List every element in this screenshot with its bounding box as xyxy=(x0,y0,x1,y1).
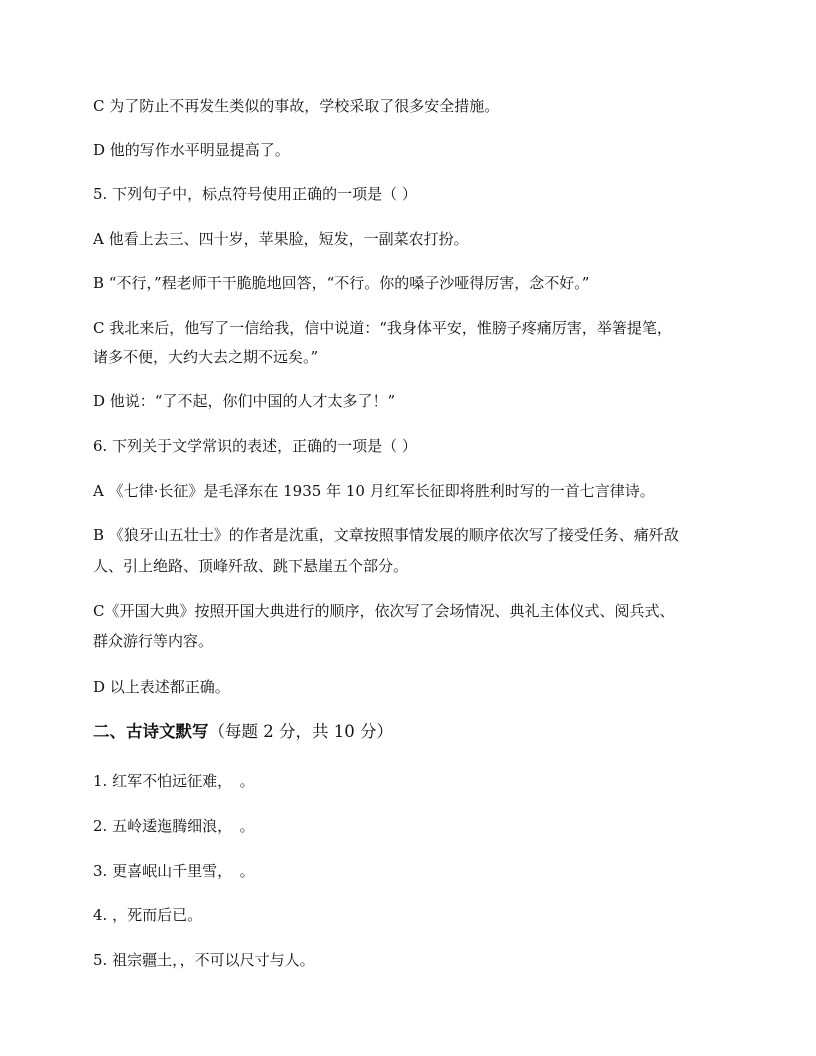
q5-option-a: A 他看上去三、四十岁，苹果脸，短发，一副菜农打扮。 xyxy=(93,230,469,248)
section-heading-title: 二、古诗文默写 xyxy=(93,722,209,741)
q5-option-d: D 他说：“了不起，你们中国的人才太多了！” xyxy=(93,392,396,410)
poem-item-1: 1. 红军不怕远征难， 。 xyxy=(93,772,255,790)
q5-option-c-line2: 诸多不便，大约大去之期不远矣。” xyxy=(93,348,319,366)
q6-option-b-line1: B 《狼牙山五壮士》的作者是沈重，文章按照事情发展的顺序依次写了接受任务、痛歼敌 xyxy=(93,526,679,544)
poem-item-2: 2. 五岭逶迤腾细浪， 。 xyxy=(93,817,255,835)
q6-option-c-line2: 群众游行等内容。 xyxy=(93,632,214,650)
option-c-text: C 为了防止不再发生类似的事故，学校采取了很多安全措施。 xyxy=(93,97,500,115)
option-d-text: D 他的写作水平明显提高了。 xyxy=(93,141,290,159)
q6-option-b-line2: 人、引上绝路、顶峰歼敌、跳下悬崖五个部分。 xyxy=(93,557,409,575)
q5-option-c-line1: C 我北来后，他写了一信给我，信中说道：“我身体平安，惟膀子疼痛厉害，举箸提笔， xyxy=(93,319,672,337)
document-page xyxy=(93,0,733,1056)
section-heading xyxy=(93,721,393,743)
q6-option-c-line1: C《开国大典》按照开国大典进行的顺序，依次写了会场情况、典礼主体仪式、阅兵式、 xyxy=(93,602,675,620)
q6-option-d: D 以上表述都正确。 xyxy=(93,678,230,696)
poem-item-3: 3. 更喜岷山千里雪， 。 xyxy=(93,862,255,880)
question-5-stem: 5. 下列句子中，标点符号使用正确的一项是（ ） xyxy=(93,185,417,203)
question-6-stem: 6. 下列关于文学常识的表述，正确的一项是（ ） xyxy=(93,437,417,455)
section-heading-note: （每题 2 分，共 10 分） xyxy=(208,722,393,741)
q6-option-a: A 《七律·长征》是毛泽东在 1935 年 10 月红军长征即将胜利时写的一首七言律诗。 xyxy=(93,482,655,500)
poem-item-4: 4. ，死而后已。 xyxy=(93,906,203,924)
q5-option-b: B “不行，”程老师干干脆脆地回答，“不行。你的嗓子沙哑得厉害，念不好。” xyxy=(93,274,590,292)
poem-item-5: 5. 祖宗疆土，，不可以尺寸与人。 xyxy=(93,951,315,969)
